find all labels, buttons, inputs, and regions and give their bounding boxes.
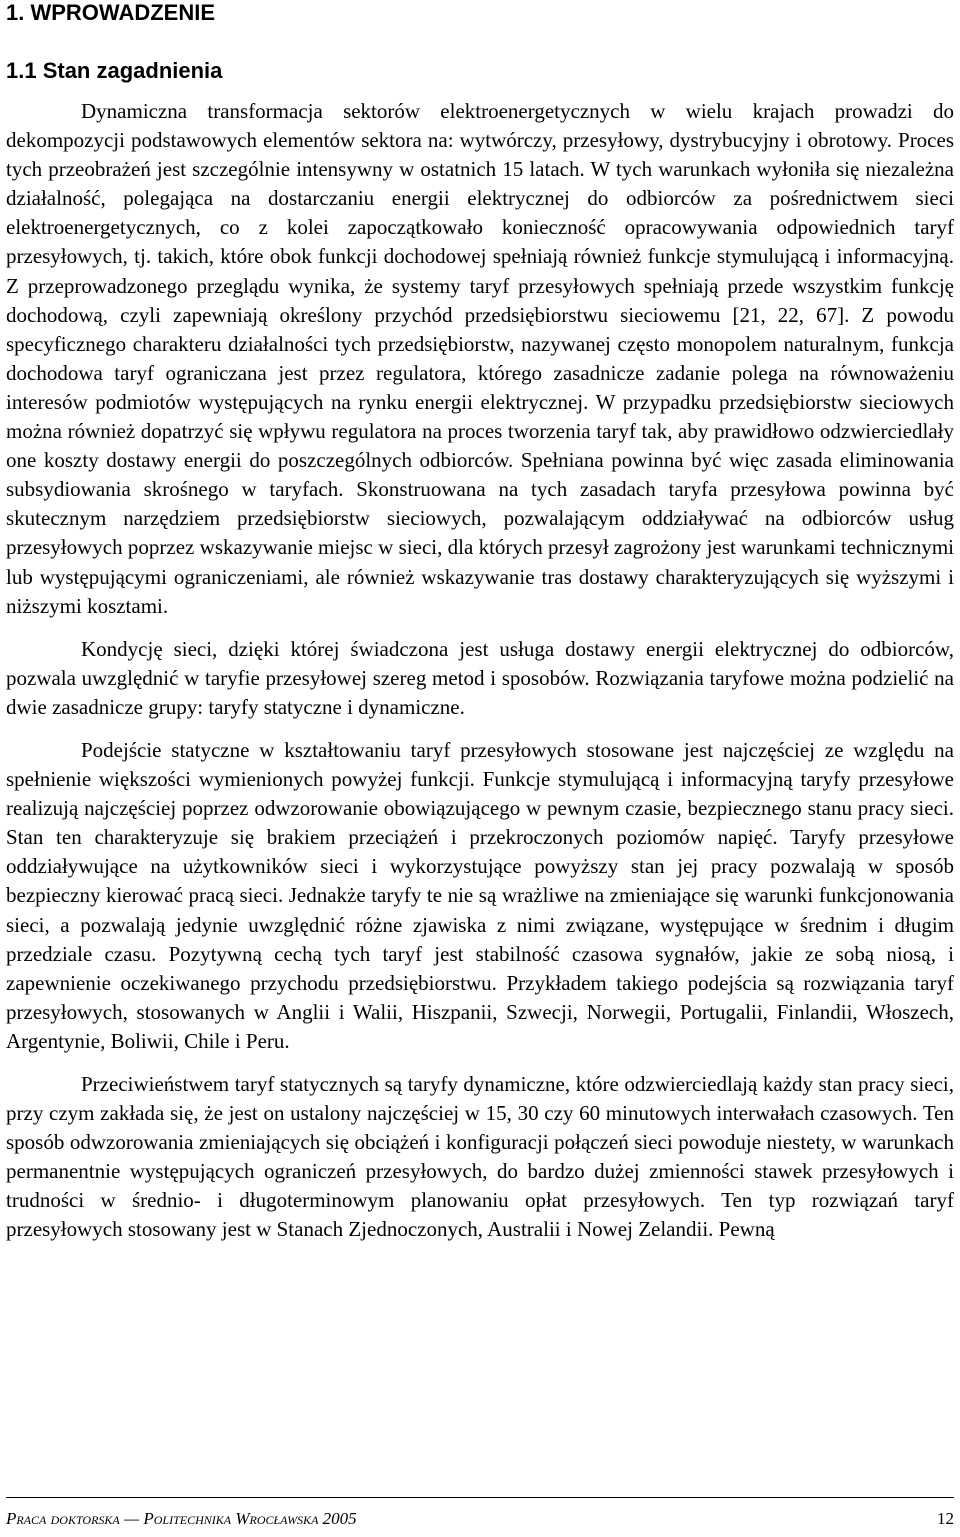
paragraph-4: Przeciwieństwem taryf statycznych są taryfy dynamiczne, które odzwierciedlają każdy stan pracy sieci, przy czym zakłada się, że jest on ustalony najczęściej w 15, 30 czy 60 minutowych interwałach czasowych. Ten sposób odwzorowania zmieniających się obciążeń i konfiguracji połączeń sieci powoduje niestety, w warunkach permanentnie występujących ograniczeń przesyłowych, do bardzo dużej zmienności stawek przesyłowych i trudności w średnio- i długoterminowym planowaniu opłat przesyłowych. Ten typ rozwiązań taryf przesyłowych stosowany jest w Stanach Zjednoczonych, Australii i Nowej Zelandii. Pewną (6, 1072, 954, 1242)
paragraph-1: Dynamiczna transformacja sektorów elektroenergetycznych w wielu krajach prowadzi do dekompozycji podstawowych elementów sektora na: wytwórczy, przesyłowy, dystrybucyjny i obrotowy. Proces tych przeobrażeń jest szczególnie intensywny w ostatnich 15 latach. W tych warunkach wyłoniła się niezależna działalność, polegająca na dostarczaniu energii elektrycznej do odbiorców za pośrednictwem sieci elektroenergetycznych, co z kolei zapoczątkowało konieczność opracowywania odpowiednich taryf przesyłowych, tj. takich, które obok funkcji dochodowej spełniają również funkcje stymulującą i informacyjną. Z przeprowadzonego przeglądu wynika, że systemy taryf przesyłowych spełniają przede wszystkim funkcję dochodową, czyli zapewniają określony przychód przedsiębiorstwu sieciowemu [21, 22, 67]. Z powodu specyficznego charakteru działalności tych przedsiębiorstw, nazywanej często monopolem naturalnym, funkcja dochodowa taryf ograniczana jest przez regulatora, którego zasadnicze zadanie polega na równoważeniu interesów podmiotów występujących na rynku energii elektrycznej. W przypadku przedsiębiorstw sieciowych można również dopatrzyć się wpływu regulatora na proces tworzenia taryf tak, aby prawidłowo odzwierciedlały one koszty dostawy energii do poszczególnych odbiorców. Spełniana powinna być więc zasada eliminowania subsydiowania skrośnego w taryfach. Skonstruowana na tych zasadach taryfa przesyłowa powinna być skutecznym narzędziem przedsiębiorstw sieciowych, pozwalającym oddziaływać na odbiorców usług przesyłowych poprzez wskazywanie miejsc w sieci, dla których przesył zagrożony jest warunkami technicznymi lub występującymi ograniczeniami, ale również wskazywanie tras dostawy charakteryzujących się wyższymi i niższymi kosztami. (6, 99, 954, 618)
page-footer (6, 1497, 954, 1530)
chapter-heading: 1. WPROWADZENIE (6, 0, 216, 25)
section-heading: 1.1 Stan zagadnienia (6, 58, 223, 83)
paragraph-3: Podejście statyczne w kształtowaniu taryf przesyłowych stosowane jest najczęściej ze względu na spełnienie większości wymienionych powyżej funkcji. Funkcje stymulującą i informacyjną taryfy przesyłowe realizują najczęściej poprzez odwzorowanie obowiązującego w pewnym czasie, bezpiecznego stanu pracy sieci. Stan ten charakteryzuje się brakiem przeciążeń i przekroczonych poziomów napięć. Taryfy przesyłowe oddziaływujące na użytkowników sieci i wykorzystujące powyższy stan jej pracy pozwalają w sposób bezpieczny kierować pracą sieci. Jednakże taryfy te nie są wrażliwe na zmieniające się warunki funkcjonowania sieci, a pozwalają jedynie uwzględnić różne zjawiska z nimi związane, występujące w średnim i długim przedziale czasu. Pozytywną cechą tych taryf jest stabilność czasowa sygnałów, jakie ze sobą niosą, i zapewnienie oczekiwanego przychodu przedsiębiorstwu. Przykładem takiego podejścia są rozwiązania taryf przesyłowych, stosowanych w Anglii i Walii, Hiszpanii, Szwecji, Norwegii, Portugalii, Finlandii, Włoszech, Argentynie, Boliwii, Chile i Peru. (6, 737, 954, 1053)
page-number: 12 (937, 1509, 954, 1528)
footer-title: Praca doktorska — Politechnika Wrocławska 2005 (6, 1509, 357, 1528)
document-page (6, 0, 954, 1245)
paragraph-2: Kondycję sieci, dzięki której świadczona jest usługa dostawy energii elektrycznej do odbiorców, pozwala uwzględnić w taryfie przesyłowej szereg metod i sposobów. Rozwiązania taryfowe można podzielić na dwie zasadnicze grupy: taryfy statyczne i dynamiczne. (6, 636, 954, 719)
